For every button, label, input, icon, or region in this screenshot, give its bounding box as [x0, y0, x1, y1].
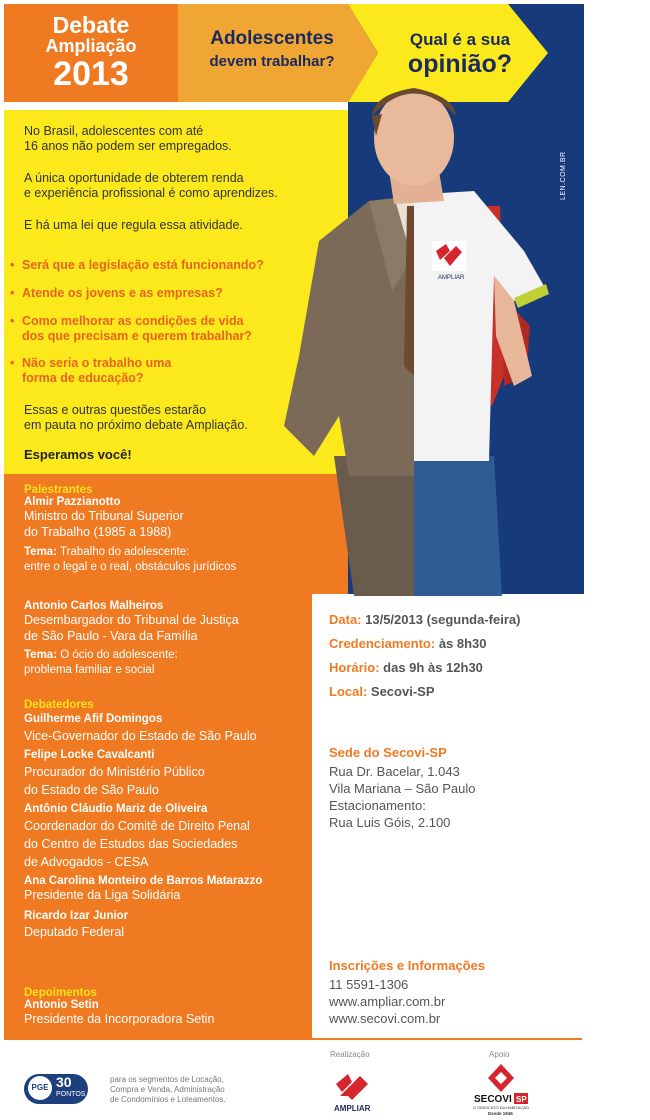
debater-role-line: Deputado Federal — [24, 925, 125, 939]
headline — [192, 28, 352, 72]
question-text: Será que a legislação está funcionando? — [22, 258, 264, 272]
registration-value: às 8h30 — [435, 636, 487, 651]
pge-logo-icon: PGE — [28, 1076, 52, 1100]
question-item: • Como melhorar as condições de vida dos que precisam e querem trabalhar? — [10, 314, 252, 343]
ampliar-logo-text: AMPLIAR — [334, 1104, 371, 1113]
testimonial-role: Presidente da Incorporadora Setin — [24, 1012, 215, 1026]
event-time — [329, 660, 483, 675]
speaker-topic-line: entre o legal e o real, obstáculos jurídicos — [24, 561, 237, 573]
event-location — [329, 684, 435, 699]
points-description-line: de Condomínios e Loteamentos. — [110, 1095, 226, 1104]
debater-name: Felipe Locke Cavalcanti — [24, 749, 155, 761]
secovi-logo-since: Desde 1946 — [488, 1111, 513, 1116]
question-text: dos que precisam e querem trabalhar? — [22, 329, 252, 343]
topic-label: Tema: — [24, 546, 58, 558]
points-description-line: para os segmentos de Locação, — [110, 1075, 224, 1084]
debater-name: Antônio Cláudio Mariz de Oliveira — [24, 803, 208, 815]
testimonials-title: Depoimentos — [24, 987, 97, 999]
question-text: forma de educação? — [22, 371, 144, 385]
debater-item — [24, 749, 314, 798]
topic-line: Trabalho do adolescente: — [57, 546, 190, 558]
question-item: • Atende os jovens e as empresas? — [10, 286, 223, 300]
ampliar-logo-icon — [330, 1068, 376, 1114]
debaters-title: Debatedores — [24, 699, 94, 711]
speaker-role-line: Ministro do Tribunal Superior — [24, 509, 184, 523]
event-title-debate: Debate — [52, 12, 130, 38]
debater-name: Ricardo Izar Junior — [24, 910, 129, 922]
debater-item — [24, 910, 314, 940]
footer-divider — [4, 1038, 582, 1040]
points-description-line: Compra e Venda, Administração — [110, 1085, 225, 1094]
venue-address-line: Rua Dr. Bacelar, 1.043 — [329, 764, 460, 779]
opinion-line-1: Qual é a sua — [409, 30, 511, 49]
event-registration — [329, 636, 487, 651]
event-date — [329, 612, 520, 627]
question-text: Não seria o trabalho uma — [22, 356, 172, 370]
event-title-year: 2013 — [53, 55, 129, 93]
closing-line-2: em pauta no próximo debate Ampliação. — [24, 418, 248, 432]
venue-address-line: Rua Luis Góis, 2.100 — [329, 815, 451, 830]
testimonials-section — [24, 987, 314, 1027]
points-description — [110, 1075, 270, 1105]
event-title-block — [4, 4, 178, 102]
question-text: Como melhorar as condições de vida — [22, 314, 244, 328]
intro-p1-line-1: No Brasil, adolescentes com até — [24, 124, 204, 138]
registration-label: Credenciamento: — [329, 636, 436, 651]
intro-paragraph-2 — [24, 171, 314, 201]
intro-p2-line-2: e experiência profissional é como aprendizes. — [24, 186, 278, 200]
speakers-section — [24, 484, 324, 575]
event-title-ampliacao: Ampliação — [45, 36, 137, 56]
venue-address — [329, 763, 475, 831]
debaters-section — [24, 699, 314, 940]
secovi-logo-icon — [470, 1062, 532, 1116]
opinion-question — [380, 30, 540, 78]
speaker-role-line: Desembargador do Tribunal de Justiça — [24, 613, 239, 627]
closing-call: Esperamos você! — [24, 447, 132, 462]
topic-label: Tema: — [24, 649, 58, 661]
debater-item — [24, 713, 314, 744]
debater-item — [24, 875, 314, 903]
phone-number: 11 5591-1306 — [329, 977, 409, 992]
debater-role-line: Presidente da Liga Solidária — [24, 888, 181, 902]
question-item: • Será que a legislação está funcionando? — [10, 258, 264, 272]
debater-role-line: do Estado de São Paulo — [24, 783, 159, 797]
debater-name: Ana Carolina Monteiro de Barros Matarazzo — [24, 875, 263, 887]
registration-info-title: Inscrições e Informações — [329, 958, 486, 973]
debater-name: Guilherme Afif Domingos — [24, 713, 163, 725]
headline-line-2: devem trabalhar? — [209, 53, 335, 70]
speakers-title: Palestrantes — [24, 484, 93, 496]
speaker-name: Antonio Carlos Malheiros — [24, 600, 164, 612]
opinion-line-2: opinião? — [407, 50, 513, 78]
points-number: 30 — [56, 1074, 72, 1090]
speaker-role-line: do Trabalho (1985 a 1988) — [24, 525, 172, 539]
secovi-logo-sp: SP — [516, 1095, 527, 1104]
topic-line: O ócio do adolescente: — [57, 649, 178, 661]
speaker-topic — [24, 545, 324, 560]
speaker-topic — [24, 648, 314, 663]
time-value: das 9h às 12h30 — [379, 660, 483, 675]
debater-role-line: Coordenador do Comitê de Direito Penal — [24, 819, 250, 833]
question-item: • Não seria o trabalho uma forma de educação? — [10, 356, 172, 385]
speaker-role-line: de São Paulo - Vara da Família — [24, 629, 198, 643]
intro-p1-line-2: 16 anos não podem ser empregados. — [24, 139, 232, 153]
debater-role-line: do Centro de Estudos das Sociedades — [24, 837, 238, 851]
testimonial-name: Antonio Setin — [24, 999, 99, 1011]
closing-paragraph — [24, 403, 314, 433]
closing-line-1: Essas e outras questões estarão — [24, 403, 207, 417]
question-text: Atende os jovens e as empresas? — [22, 286, 223, 300]
location-label: Local: — [329, 684, 368, 699]
date-value: 13/5/2013 (segunda-feira) — [361, 612, 521, 627]
organizer-label: Realização — [330, 1050, 370, 1059]
speaker-name: Almir Pazzianotto — [24, 496, 121, 508]
secovi-logo-subtitle: O SINDICATO DA HABITAÇÃO — [473, 1105, 530, 1110]
location-value: Secovi-SP — [367, 684, 435, 699]
date-label: Data: — [329, 612, 362, 627]
supporter-label: Apoio — [489, 1050, 510, 1059]
website-link[interactable]: www.ampliar.com.br — [329, 994, 446, 1009]
debater-role-line: de Advogados - CESA — [24, 855, 149, 869]
points-word: PONTOS — [56, 1091, 86, 1098]
venue-title: Sede do Secovi-SP — [329, 745, 447, 760]
time-label: Horário: — [329, 660, 380, 675]
secovi-logo-text: SECOVI — [474, 1094, 512, 1105]
speaker-2-block — [24, 600, 314, 678]
debater-role-line: Vice-Governador do Estado de São Paulo — [24, 729, 257, 743]
headline-line-1: Adolescentes — [210, 28, 334, 49]
debater-role-line: Procurador do Ministério Público — [24, 765, 205, 779]
intro-paragraph-3: E há uma lei que regula essa atividade. — [24, 218, 243, 232]
venue-address-line: Vila Mariana – São Paulo — [329, 781, 476, 796]
intro-paragraph-1 — [24, 124, 314, 154]
photo-credit: LEN.COM.BR — [560, 151, 567, 200]
intro-p2-line-1: A única oportunidade de obterem renda — [24, 171, 244, 185]
website-link[interactable]: www.secovi.com.br — [329, 1011, 441, 1026]
venue-address-line: Estacionamento: — [329, 798, 426, 813]
registration-info — [329, 976, 445, 1027]
debater-item — [24, 803, 314, 870]
speaker-topic-line: problema familiar e social — [24, 664, 155, 676]
shirt-logo-text: AMPLIAR — [438, 275, 465, 281]
